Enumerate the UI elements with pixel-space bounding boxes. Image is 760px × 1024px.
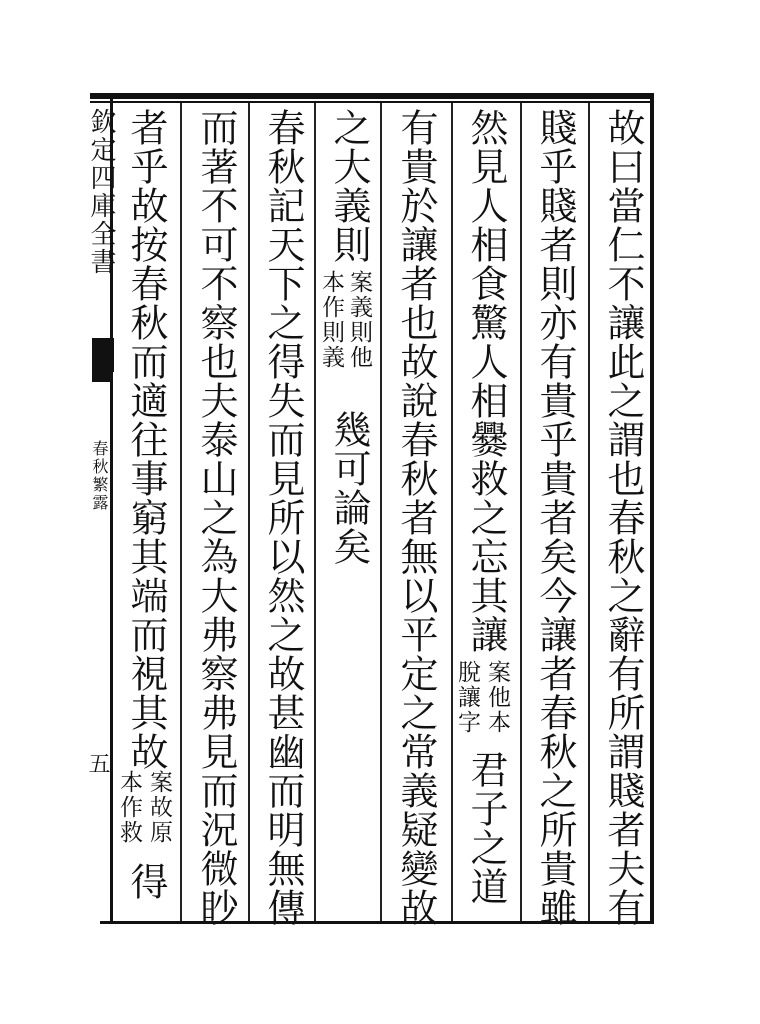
frame-top-border bbox=[90, 93, 654, 99]
column-rule bbox=[180, 103, 182, 921]
text-column-8: 者乎故按春秋而適往事窮其端而視其故 bbox=[124, 108, 168, 771]
text-column-6: 春秋記天下之得失而見所以然之故甚幽而明無傳 bbox=[261, 108, 305, 927]
text-column-8-tail: 得 bbox=[124, 862, 168, 901]
margin-book-title: 春秋繁露 bbox=[90, 440, 109, 512]
margin-title: 欽定四庫全書 bbox=[86, 108, 116, 276]
text-column-2: 賤乎賤者則亦有貴乎貴者矣今讓者春秋之所貴雖 bbox=[533, 108, 577, 927]
annotation-left: 本作則義 bbox=[318, 270, 344, 370]
text-column-3: 然見人相食驚人相爨救之忘其讓 bbox=[464, 108, 508, 654]
annotation-right: 案義則他 bbox=[346, 270, 372, 370]
annotation-left: 脫讓字 bbox=[454, 660, 480, 735]
annotation-right: 案故原 bbox=[146, 770, 172, 845]
column-rule bbox=[588, 103, 590, 921]
annotation-right: 案他本 bbox=[484, 660, 510, 735]
column-rule bbox=[248, 103, 250, 921]
annotation-left: 本作救 bbox=[116, 770, 142, 845]
fish-tail-mark-lower bbox=[92, 372, 110, 382]
column-rule bbox=[314, 103, 316, 921]
column-rule bbox=[451, 103, 453, 921]
frame-top-inner-border bbox=[90, 101, 654, 103]
text-column-4: 有貴於讓者也故說春秋者無以平定之常義疑變故 bbox=[394, 108, 438, 927]
text-column-5: 之大義則 bbox=[327, 108, 371, 264]
fish-tail-mark bbox=[92, 338, 114, 372]
text-column-7: 而著不可不察也夫泰山之為大弗察弗見而況微眇 bbox=[194, 108, 238, 927]
column-rule bbox=[520, 103, 522, 921]
text-column-1: 故曰當仁不讓此之謂也春秋之辭有所謂賤者夫有 bbox=[601, 108, 645, 927]
page-number: 五 bbox=[85, 752, 110, 774]
column-rule bbox=[380, 103, 382, 921]
text-column-3-tail: 君子之道 bbox=[464, 750, 508, 906]
text-column-5-tail: 幾可論矣 bbox=[327, 410, 371, 566]
